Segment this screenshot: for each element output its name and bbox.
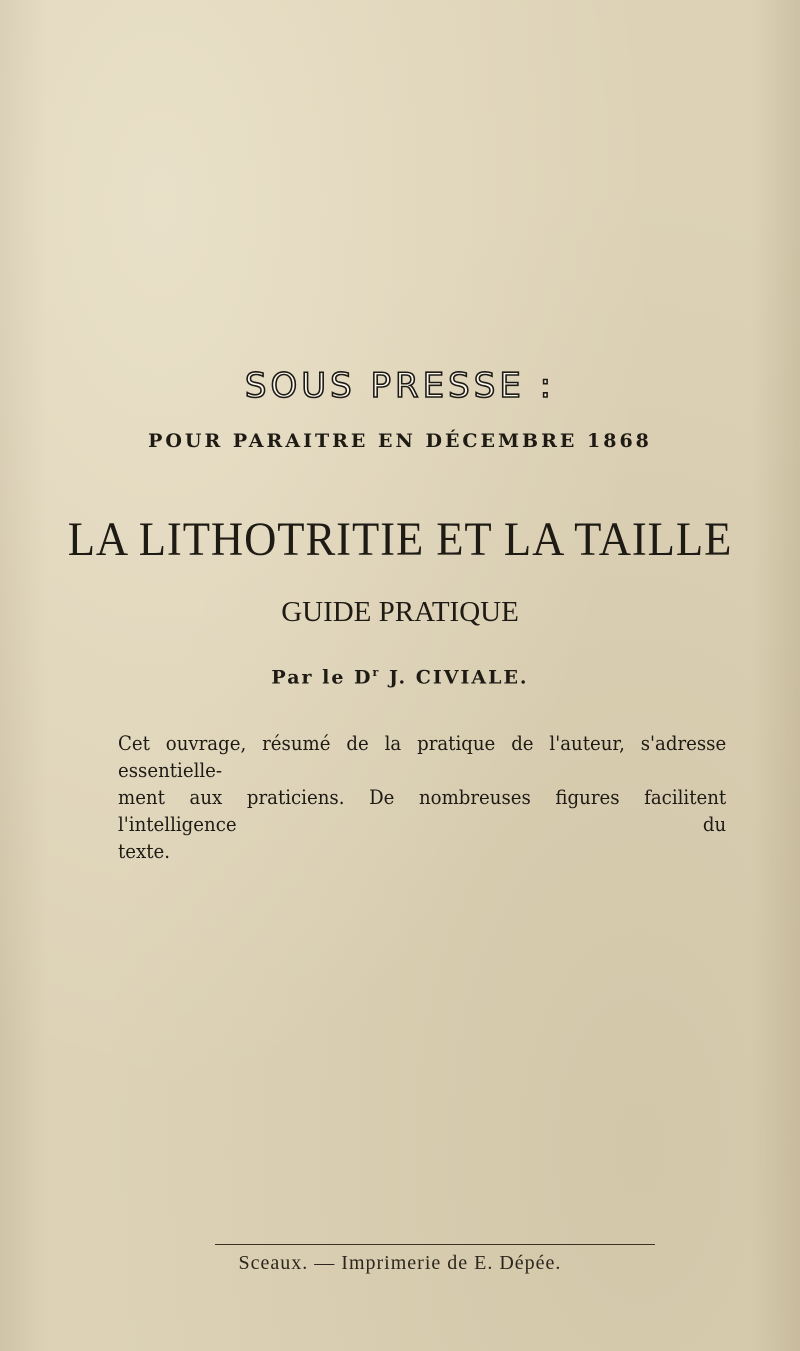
description-line: Cet ouvrage, résumé de la pratique de l'auteur, s'adresse essentielle- xyxy=(118,732,727,782)
footer-divider xyxy=(215,1244,655,1245)
author-prefix: Par le D xyxy=(271,666,373,689)
book-subtitle: GUIDE PRATIQUE xyxy=(281,596,519,628)
author-name: J. CIVIALE. xyxy=(388,666,529,689)
printer-imprint: Sceaux. — Imprimerie de E. Dépée. xyxy=(238,1252,562,1274)
sous-presse-heading: SOUS PRESSE : xyxy=(244,366,556,406)
description-line: texte. xyxy=(118,840,171,863)
publication-announcement: POUR PARAITRE EN DÉCEMBRE 1868 xyxy=(148,430,652,452)
book-title: LA LITHOTRITIE ET LA TAILLE xyxy=(67,513,733,566)
author-prefix-superscript: r xyxy=(372,666,381,679)
author-line xyxy=(0,666,800,688)
description-line: ment aux praticiens. De nombreuses figures facilitent l'intelligence du xyxy=(118,786,727,836)
description-paragraph xyxy=(118,730,726,865)
